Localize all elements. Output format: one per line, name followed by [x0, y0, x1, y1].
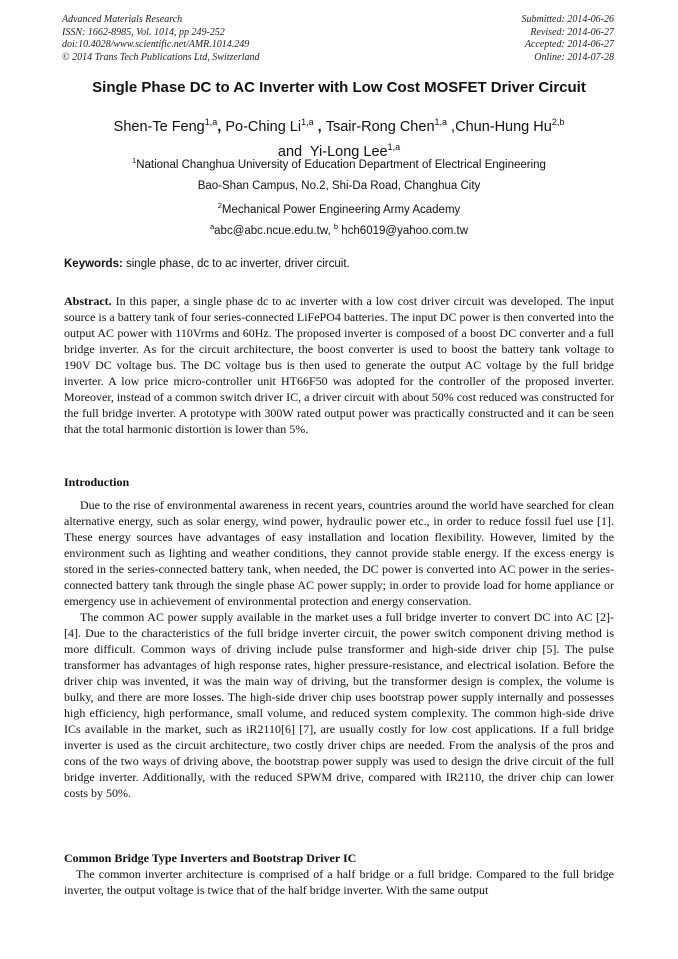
abstract	[64, 293, 614, 437]
keywords-label: Keywords:	[64, 258, 123, 270]
revised-date: Revised: 2014-06-27	[530, 26, 614, 38]
author-name: Chun-Hung Hu	[455, 118, 552, 135]
section-bridge-inverters-body	[64, 866, 614, 898]
email-line	[0, 222, 678, 237]
affiliation-text: Mechanical Power Engineering Army Academy	[221, 203, 461, 216]
affiliation-1	[0, 156, 678, 171]
journal-name: Advanced Materials Research	[62, 14, 183, 25]
affiliation-mark: 2	[217, 201, 222, 210]
section-paragraph-1: The common inverter architecture is comprised of a half bridge or a full bridge. Compared to the full bridge inverter, the output voltage is twice that of the half bridge inverter. With the same output	[64, 867, 614, 897]
affiliation-mark: 1	[132, 156, 137, 165]
author-name: Yi-Long Lee	[309, 143, 388, 160]
introduction-heading: Introduction	[64, 475, 130, 489]
author-list: Shen-Te Feng$^{1,a}$, Po-Ching Li$^{1,a}$ , Tsair-Rong Chen$^{1,a}$ ,Chun-Hung Hu$^{2,b}$ and Yi-Long Lee$^{1,a}$	[113, 117, 565, 160]
affiliation-2	[0, 201, 678, 216]
introduction-paragraph-2: The common AC power supply available in the market uses a full bridge inverter to convert DC into AC [2]-[4]. Due to the characteristics of the full bridge inverter circuit, the power switch component driving method is more difficult. Common ways of driving include pulse transformer and high-side driver chip [5]. The pulse transformer has advantages of high response rates, higher pressure-resistance, and electrical isolation. Before the driver chip was invented, it was the main way of driving, but the transformer design is complex, the volume is bulky, and there are more losses. The high-side driver chip uses bootstrap power supply internally and possesses high efficiency, high performance, small volume, and reduced system complexity. The common high-side drive ICs available in the market, such as iR2110[6] [7], are usually costly for low cost applications. If a full bridge inverter is used as the circuit architecture, two costly driver chips are needed. From the analysis of the pros and cons of the two ways of driving above, the bootstrap power supply was used to design the drive circuit of the full bridge inverter. Additionally, with the reduced SPWM drive, compared with IR2110, the driver chip can lower costs by 50%.	[64, 610, 614, 800]
accepted-date: Accepted: 2014-06-27	[524, 39, 614, 50]
doi-line: doi:10.4028/www.scientific.net/AMR.1014.249	[62, 39, 250, 50]
affiliation-1-address: Bao-Shan Campus, No.2, Shi-Da Road, Changhua City	[197, 180, 481, 192]
author-name: Tsair-Rong Chen	[325, 118, 435, 135]
abstract-text: In this paper, a single phase dc to ac inverter with a low cost driver circuit was developed. The input source is a battery tank of four series-connected LiFePO4 batteries. The input DC power is then converted into the output AC power with 110Vrms and 60Hz. The proposed inverter is composed of a boost DC converter and a full bridge inverter. As for the circuit architecture, the boost converter is used to boost the battery tank voltage to 190V DC voltage bus. The DC voltage bus is then used to generate the output AC voltage by the full bridge inverter. A low price micro-controller unit HT66F50 was adopted for the controller of the proposed inverter. Moreover, instead of a common switch driver IC, a driver circuit with about 50% cost reduced was constructed for the full bridge inverter. A prototype with 300W rated output power was practically constructed and it can be seen that the total harmonic distortion is lower than 5%.	[64, 294, 615, 436]
author-name: Shen-Te Feng	[113, 118, 205, 135]
author-affiliation-mark: 1,a	[387, 141, 401, 152]
email-mark: a	[209, 222, 215, 231]
author-affiliation-mark: 2,b	[551, 117, 565, 127]
email-a: abc@abc.ncue.edu.tw,	[214, 224, 331, 237]
keywords-text: single phase, dc to ac inverter, driver circuit.	[126, 258, 350, 270]
online-date: Online: 2014-07-28	[534, 51, 614, 63]
publication-dates	[522, 14, 615, 64]
keywords	[64, 258, 350, 270]
affiliation-text: National Changhua University of Education Department of Electrical Engineering	[136, 158, 546, 171]
email-mark: b	[333, 222, 339, 231]
author-affiliation-mark: 1,a	[301, 117, 314, 127]
introduction-body	[64, 497, 614, 801]
email-b: hch6019@yahoo.com.tw	[341, 224, 469, 237]
issn-line: ISSN: 1662-8985, Vol. 1014, pp 249-252	[62, 26, 225, 38]
submitted-date: Submitted: 2014-06-26	[521, 14, 614, 25]
section-heading-bridge-inverters: Common Bridge Type Inverters and Bootstrap Driver IC	[64, 851, 357, 865]
and-word: and	[277, 143, 303, 160]
author-affiliation-mark: 1,a	[204, 117, 218, 127]
author-name: Po-Ching Li	[225, 118, 302, 135]
introduction-paragraph-1: Due to the rise of environmental awareness in recent years, countries around the world have searched for clean alternative energy, such as solar energy, wind power, hydraulic power etc., in order to reduce fossil fuel use [1]. These energy sources have advantages of easy installation and location flexibility. However, limited by the environment such as lighting and weather conditions, they cannot provide stable energy. If the excess energy is stored in the series-connected battery tank, when needed, the DC power is converted into AC power in the series-connected battery tank through the single phase AC power supply; in order to provide load for home appliance or emergency use in achievement of environmental protection and energy conservation.	[64, 498, 614, 608]
abstract-label: Abstract.	[64, 294, 112, 308]
author-affiliation-mark: 1,a	[434, 117, 448, 127]
copyright-line: © 2014 Trans Tech Publications Ltd, Switzerland	[62, 51, 260, 63]
paper-title: Single Phase DC to AC Inverter with Low Cost MOSFET Driver Circuit	[92, 79, 586, 96]
journal-info	[62, 14, 260, 64]
